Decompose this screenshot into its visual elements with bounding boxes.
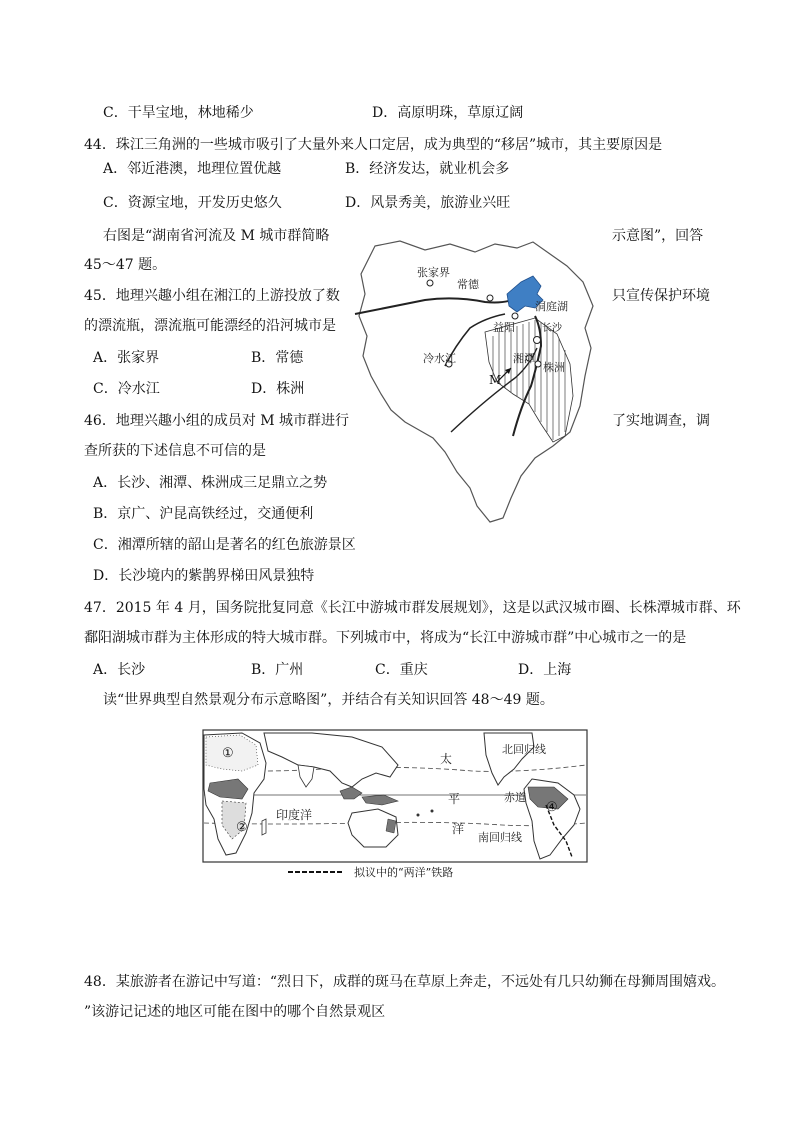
q45-option-b: B．常德 (251, 350, 304, 366)
label-xiangtan: 湘潭 (513, 352, 535, 365)
marker-4: ④ (546, 800, 558, 815)
q44-option-a: A．邻近港澳，地理位置优越 (103, 161, 282, 177)
label-indian-ocean: 印度洋 (276, 808, 313, 822)
label-yang: 洋 (452, 822, 465, 836)
intro-45-47-part2: 示意图”，回答 (612, 228, 704, 244)
q46-option-b: B．京广、沪昆高铁经过，交通便利 (93, 506, 314, 522)
zhuzhou-dot (535, 361, 541, 367)
yiyang-dot (512, 313, 518, 319)
hunan-river-map (345, 236, 600, 526)
q45-option-c: C．冷水江 (93, 381, 160, 397)
legend-text: 拟议中的“两洋”铁路 (354, 866, 454, 879)
intro-45-47-part3: 45～47 题。 (84, 257, 167, 273)
q45-stem-part3: 的漂流瓶，漂流瓶可能漂经的沿河城市是 (84, 318, 336, 334)
changsha-dot (534, 337, 541, 344)
q47-option-b: B．广州 (251, 662, 304, 678)
q45-stem-part2: 只宣传保护环境 (612, 288, 710, 304)
changde-dot (487, 295, 493, 301)
label-tropic-south: 南回归线 (478, 831, 522, 844)
label-dongtinghu: 洞庭湖 (535, 300, 568, 313)
q45-option-a: A．张家界 (93, 350, 160, 366)
q48-stem-line1: 48．某旅游者在游记中写道：“烈日下，成群的斑马在草原上奔走，不远处有几只幼狮在母狮周围嬉戏。 (84, 974, 725, 990)
zhangjiajie-dot (427, 280, 433, 286)
label-zhangjiajie: 张家界 (417, 266, 450, 279)
label-tai: 太 (440, 752, 453, 766)
q44-option-d: D．风景秀美，旅游业兴旺 (345, 195, 511, 211)
q47-stem-line1: 47．2015 年 4 月，国务院批复同意《长江中游城市群发展规划》，这是以武汉城市圈、长株潭城市群、环 (84, 600, 741, 616)
q43-option-c: C．干旱宝地，林地稀少 (103, 105, 254, 121)
madagascar (262, 819, 266, 835)
q48-stem-line2: ”该游记记述的地区可能在图中的哪个自然景观区 (84, 1004, 386, 1020)
q44-option-c: C．资源宝地，开发历史悠久 (103, 195, 282, 211)
q45-option-d: D．株洲 (251, 381, 305, 397)
q44-option-b: B．经济发达，就业机会多 (345, 161, 510, 177)
marker-2: ② (236, 820, 248, 835)
railway-legend (286, 863, 586, 881)
label-m: M (489, 373, 502, 387)
q43-option-d: D．高原明珠，草原辽阔 (372, 105, 524, 121)
q46-stem-part3: 查所获的下述信息不可信的是 (84, 443, 266, 459)
q46-option-c: C．湘潭所辖的韶山是著名的红色旅游景区 (93, 537, 356, 553)
australia-east-forest (386, 819, 396, 833)
legend-railway-symbol (286, 865, 346, 879)
q46-option-a: A．长沙、湘潭、株洲成三足鼎立之势 (93, 475, 328, 491)
q47-stem-line2: 鄱阳湖城市群为主体形成的特大城市群。下列城市中，将成为“长江中游城市群”中心城市之一的是 (84, 630, 687, 646)
label-changde: 常德 (457, 278, 479, 291)
q46-stem-part2: 了实地调查，调 (612, 413, 710, 429)
intro-45-47-part1: 右图是“湖南省河流及 M 城市群简略 (103, 228, 330, 244)
label-yiyang: 益阳 (493, 321, 515, 334)
q46-stem-part1: 46．地理兴趣小组的成员对 M 城市群进行 (84, 413, 350, 429)
pacific-island (417, 814, 420, 817)
label-tropic-north: 北回归线 (502, 743, 546, 756)
label-ping: 平 (448, 792, 461, 806)
world-landscape-map (202, 729, 588, 863)
q47-option-a: A．长沙 (93, 662, 146, 678)
q44-stem: 44．珠江三角洲的一些城市吸引了大量外来人口定居，成为典型的“移居”城市，其主要原因是 (84, 137, 663, 153)
intro-48-49: 读“世界典型自然景观分布示意略图”，并结合有关知识回答 48～49 题。 (103, 692, 554, 708)
label-lengshuijiang: 冷水江 (423, 352, 456, 365)
pacific-island (431, 810, 434, 813)
label-equator: 赤道 (504, 791, 526, 804)
label-zhuzhou: 株洲 (543, 361, 565, 374)
marker-1: ① (222, 746, 234, 761)
q47-option-d: D．上海 (518, 662, 572, 678)
q46-option-d: D．长沙境内的紫鹊界梯田风景独特 (93, 568, 315, 584)
q47-option-c: C．重庆 (375, 662, 428, 678)
label-changsha: 长沙 (542, 323, 562, 334)
q45-stem-part1: 45．地理兴趣小组在湘江的上游投放了数 (84, 288, 340, 304)
